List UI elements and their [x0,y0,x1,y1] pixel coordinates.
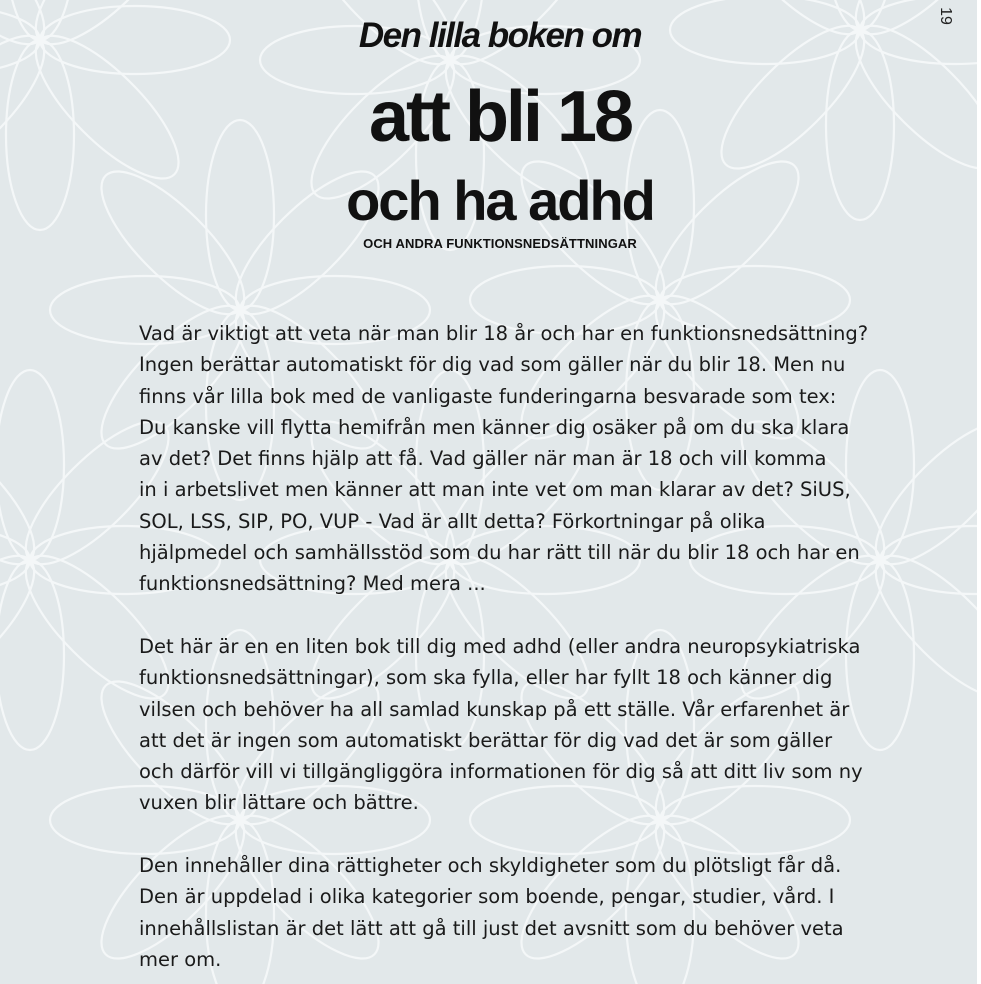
text-line: funktionsnedsättning? Med mera ... [139,572,486,596]
text-line: Det här är en en liten bok till dig med adhd (eller andra neuropsykiatriska [139,634,861,658]
text-line: Den är uppdelad i olika kategorier som boende, pengar, studier, vård. I [139,885,835,909]
text-line: av det? Det finns hjälp att få. Vad gäller när man är 18 och vill komma [139,447,827,471]
text-line: SOL, LSS, SIP, PO, VUP - Vad är allt detta? Förkortningar på olika [139,509,766,533]
book-title-line-1: att bli 18 [368,77,632,157]
text-line: vilsen och behöver ha all samlad kunskap på ett ställe. Vår erfarenhet är [139,697,850,721]
text-line: Du kanske vill flytta hemifrån men känner dig osäker på om du ska klara [139,415,850,439]
text-line: Den innehåller dina rättigheter och skyldigheter som du plötsligt får då. [139,854,842,878]
paragraph-3 [139,850,939,975]
book-tagline: OCH ANDRA FUNKTIONSNEDSÄTTNINGAR [363,236,637,251]
text-line: och därför vill vi tillgängliggöra informationen för dig så att ditt liv som ny [139,760,863,784]
text-line: funktionsnedsättningar), som ska fylla, eller har fyllt 18 och känner dig [139,666,833,690]
text-line: att det är ingen som automatiskt berättar för dig vad det är som gäller [139,728,833,752]
text-line: hjälpmedel och samhällsstöd som du har rätt till när du blir 18 och har en [139,541,860,565]
text-line: finns vår lilla bok med de vanligaste funderingarna besvarade som tex: [139,384,837,408]
text-line: mer om. [139,947,222,971]
book-title-line-2: och ha adhd [346,169,654,232]
text-line: Vad är viktigt att veta när man blir 18 år och har en funktionsnedsättning? [139,322,869,345]
text-line: vuxen blir lättare och bättre. [139,791,419,815]
body-text [139,318,939,984]
paragraph-1 [139,318,939,600]
text-line: Ingen berättar automatiskt för dig vad som gäller när du blir 18. Men nu [139,353,846,377]
text-line: in i arbetslivet men känner att man inte vet om man klarar av det? SiUS, [139,478,851,502]
paragraph-2 [139,631,939,819]
book-subtitle: Den lilla boken om [358,16,642,55]
page-edge [977,0,981,984]
page-number: 19 [937,7,954,25]
text-line: innehållslistan är det lätt att gå till just det avsnitt som du behöver veta [139,916,844,940]
